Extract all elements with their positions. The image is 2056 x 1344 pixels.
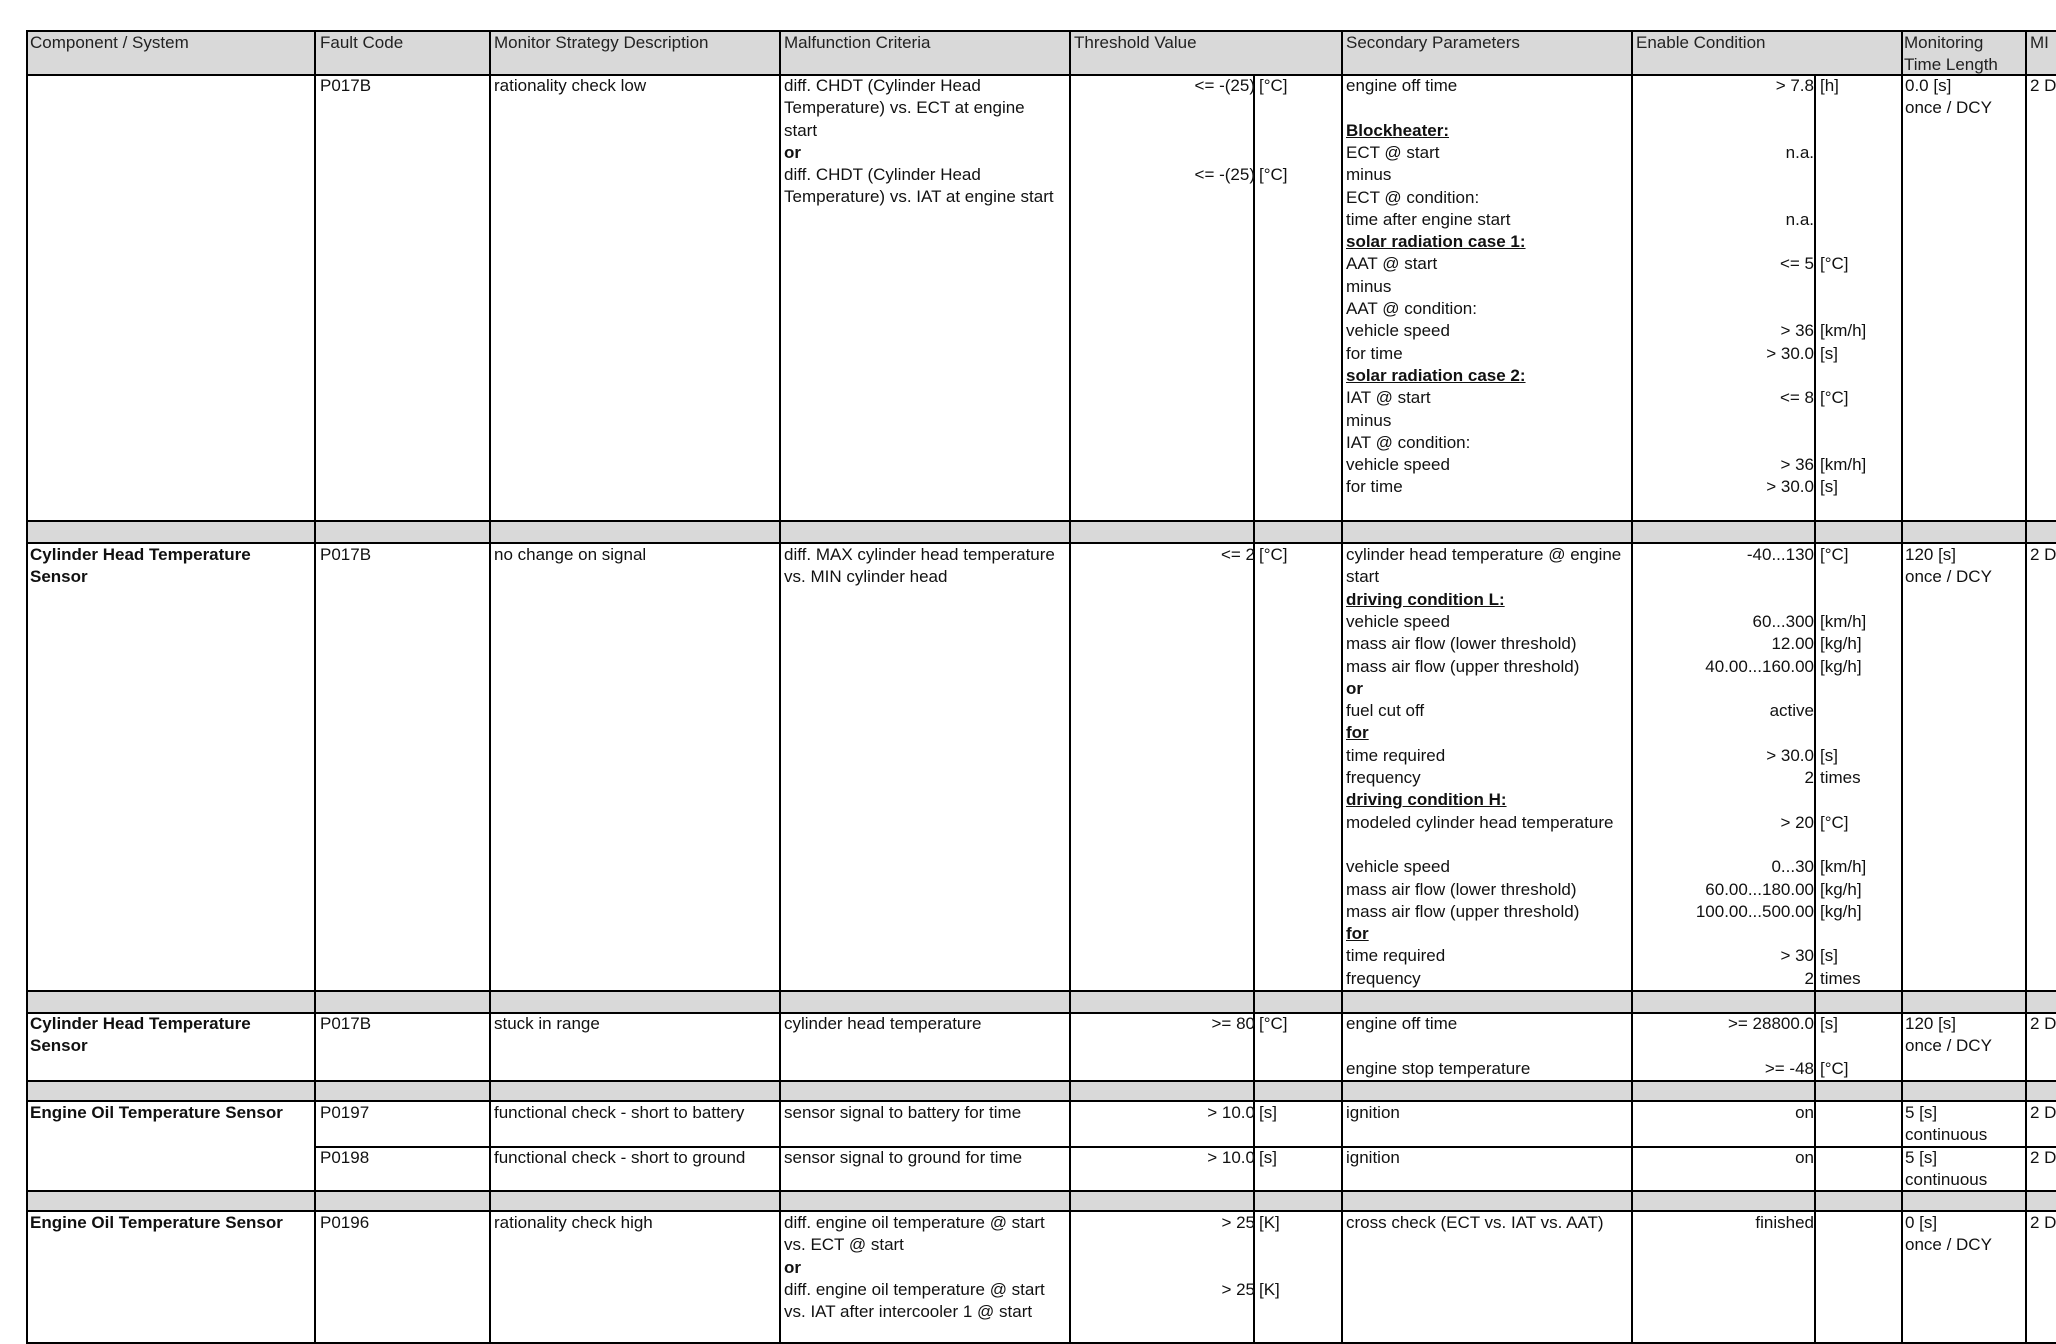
enable-unit: [km/h] <box>1820 321 1867 341</box>
header-secondary: Secondary Parameters <box>1346 33 1520 52</box>
fault-code: P017B <box>320 76 372 95</box>
malfunction-criteria <box>784 544 1055 589</box>
enable-value: > 30.0 <box>1766 477 1814 497</box>
monitor-strategy: rationality check high <box>494 1213 653 1232</box>
monitoring-time-value: 5 [s] <box>1905 1103 1938 1122</box>
enable-value: 0...30 <box>1771 857 1814 877</box>
mil-illum: 2 D <box>2030 1148 2056 1167</box>
secondary-parameter-label: for time <box>1346 343 1403 363</box>
secondary-parameter-label: modeled cylinder head temperature <box>1346 812 1614 832</box>
enable-value: >= 28800.0 <box>1727 1014 1814 1033</box>
malfunction-criteria: sensor signal to battery for time <box>784 1103 1022 1122</box>
enable-unit: [s] <box>1820 745 1838 765</box>
row-separator <box>26 992 2056 1012</box>
enable-value: 12.00 <box>1771 634 1814 654</box>
enable-value: > 7.8 <box>1775 76 1814 95</box>
secondary-parameter-label: mass air flow (lower threshold) <box>1346 879 1577 899</box>
enable-value: 40.00...160.00 <box>1705 656 1814 676</box>
header-mil: MI <box>2030 33 2049 52</box>
secondary-parameter-label: time after engine start <box>1346 209 1511 229</box>
secondary-parameter-label: frequency <box>1346 968 1421 988</box>
text-line: 120 [s] <box>1905 545 1957 564</box>
monitoring-time <box>1905 75 1992 120</box>
header-monitoring-time: Monitoring Time Length <box>1904 33 1998 74</box>
enable-value: <= 5 <box>1779 254 1814 274</box>
threshold-value: > 25 <box>1221 1280 1255 1299</box>
monitor-strategy: rationality check low <box>494 76 647 95</box>
header-enable: Enable Condition <box>1636 33 1766 52</box>
text-line: Cylinder Head Temperature <box>30 545 251 564</box>
secondary-parameter-label: Blockheater: <box>1346 120 1449 140</box>
text-line: diff. MAX cylinder head temperature <box>784 545 1055 564</box>
text-line: 120 [s] <box>1905 1014 1957 1033</box>
threshold-unit: [s] <box>1259 1103 1277 1122</box>
text-line: Sensor <box>30 567 88 587</box>
text-line: diff. engine oil temperature @ start <box>784 1213 1045 1232</box>
header-monitor-strategy: Monitor Strategy Description <box>494 33 709 52</box>
enable-unit: [kg/h] <box>1820 879 1862 899</box>
column-line <box>1341 30 1343 1344</box>
enable-value: 100.00...500.00 <box>1695 901 1814 921</box>
text-line: diff. engine oil temperature @ start <box>784 1279 1045 1299</box>
enable-value: 60...300 <box>1752 611 1814 631</box>
monitoring-time-mode: continuous <box>1905 1125 1988 1145</box>
enable-unit: [°C] <box>1820 545 1849 564</box>
header-component: Component / System <box>30 33 189 52</box>
column-line <box>314 30 316 1344</box>
enable-unit: [km/h] <box>1820 857 1867 877</box>
header-malfunction: Malfunction Criteria <box>784 33 931 52</box>
text-line: once / DCY <box>1905 98 1992 118</box>
threshold-value: > 10.0 <box>1207 1148 1255 1167</box>
column-line <box>779 30 781 1344</box>
threshold-unit: [°C] <box>1259 76 1288 95</box>
secondary-parameter-label: vehicle speed <box>1346 611 1450 631</box>
enable-unit: [kg/h] <box>1820 656 1862 676</box>
secondary-parameter-label: engine off time <box>1346 1014 1458 1033</box>
secondary-parameter-label: ECT @ start <box>1346 142 1440 162</box>
header-threshold: Threshold Value <box>1074 33 1197 52</box>
enable-value: n.a. <box>1785 209 1814 229</box>
secondary-parameter-label: engine stop temperature <box>1346 1058 1531 1078</box>
text-line: vs. MIN cylinder head <box>784 567 948 587</box>
text-line: once / DCY <box>1905 1036 1992 1056</box>
secondary-parameter-label: mass air flow (upper threshold) <box>1346 901 1580 921</box>
text-line: diff. CHDT (Cylinder Head <box>784 165 981 185</box>
threshold-value: > 10.0 <box>1207 1103 1255 1122</box>
secondary-parameter-label: ECT @ condition: <box>1346 187 1480 207</box>
secondary-parameter-label: for time <box>1346 477 1403 497</box>
secondary-parameter-label: solar radiation case 2: <box>1346 365 1526 385</box>
enable-value: > 20 <box>1780 812 1814 832</box>
column-line <box>26 30 28 1344</box>
secondary-parameter-label: engine off time <box>1346 76 1458 95</box>
monitor-strategy: stuck in range <box>494 1014 600 1033</box>
text-line: or <box>784 1257 801 1277</box>
secondary-parameter-label: vehicle speed <box>1346 455 1450 475</box>
secondary-parameter-label: vehicle speed <box>1346 857 1450 877</box>
text-line: 0 [s] <box>1905 1213 1938 1232</box>
secondary-parameter-label: or <box>1346 678 1363 698</box>
secondary-parameter: ignition <box>1346 1148 1400 1167</box>
enable-value: on <box>1795 1148 1814 1167</box>
text-line: Sensor <box>30 1036 88 1056</box>
component-name <box>30 544 251 589</box>
fault-code: P0198 <box>320 1148 370 1167</box>
monitor-strategy: functional check - short to battery <box>494 1103 745 1122</box>
threshold-value: <= 2 <box>1220 545 1255 564</box>
enable-unit: [kg/h] <box>1820 634 1862 654</box>
enable-unit: times <box>1820 968 1861 988</box>
secondary-parameter: ignition <box>1346 1103 1400 1122</box>
text-line: Temperature) vs. IAT at engine start <box>784 187 1054 207</box>
enable-value: 60.00...180.00 <box>1705 879 1814 899</box>
enable-unit: [s] <box>1820 1014 1838 1033</box>
enable-value: 2 <box>1804 968 1814 988</box>
secondary-parameter-label: AAT @ condition: <box>1346 299 1477 318</box>
enable-unit: [h] <box>1820 76 1839 95</box>
enable-unit: [km/h] <box>1820 455 1867 475</box>
monitoring-time-value: 5 [s] <box>1905 1148 1938 1167</box>
row-separator <box>26 1192 2056 1210</box>
secondary-parameter-label: IAT @ condition: <box>1346 432 1471 452</box>
text-line: once / DCY <box>1905 567 1992 587</box>
enable-unit: times <box>1820 768 1861 787</box>
secondary-parameter-label: driving condition H: <box>1346 790 1507 810</box>
component-name <box>30 1013 251 1058</box>
column-line <box>1814 76 1816 1344</box>
secondary-parameter-label: time required <box>1346 946 1446 966</box>
column-line <box>1631 30 1633 1344</box>
malfunction-criteria <box>784 75 1054 209</box>
column-line <box>2025 30 2027 1344</box>
enable-unit: [s] <box>1820 477 1838 497</box>
secondary-parameter-label: mass air flow (lower threshold) <box>1346 634 1577 654</box>
secondary-parameter-label: driving condition L: <box>1346 589 1505 609</box>
enable-value: > 30 <box>1780 946 1814 966</box>
enable-value: on <box>1795 1103 1814 1122</box>
enable-unit: [kg/h] <box>1820 901 1862 921</box>
enable-value: >= -48 <box>1764 1058 1814 1078</box>
secondary-parameter-label: vehicle speed <box>1346 321 1450 341</box>
secondary-parameter-label: minus <box>1346 165 1392 185</box>
enable-unit: [°C] <box>1820 388 1849 408</box>
secondary-parameter-label: mass air flow (upper threshold) <box>1346 656 1580 676</box>
threshold-unit: [s] <box>1259 1148 1277 1167</box>
secondary-parameter-label: time required <box>1346 745 1446 765</box>
mil-illum: 2 D <box>2030 545 2056 564</box>
mil-illum: 2 D <box>2030 1103 2056 1122</box>
mil-illum: 2 D <box>2030 1014 2056 1033</box>
enable-value: active <box>1769 701 1814 721</box>
secondary-parameter-label: start <box>1346 567 1380 587</box>
secondary-parameter-label: for <box>1346 723 1369 743</box>
mil-illum: 2 D <box>2030 1213 2056 1232</box>
enable-value: > 36 <box>1780 321 1814 341</box>
component-name: Engine Oil Temperature Sensor <box>30 1103 283 1122</box>
malfunction-criteria: sensor signal to ground for time <box>784 1148 1023 1167</box>
enable-unit: [°C] <box>1820 254 1849 274</box>
text-line: 0.0 [s] <box>1905 76 1952 95</box>
header-fault-code: Fault Code <box>320 33 404 52</box>
threshold-value: >= 80 <box>1211 1014 1255 1033</box>
monitor-strategy: functional check - short to ground <box>494 1148 746 1167</box>
threshold-unit: [K] <box>1259 1280 1280 1299</box>
enable-unit: [s] <box>1820 946 1838 966</box>
monitoring-time <box>1905 1212 1992 1257</box>
threshold-unit: [°C] <box>1259 545 1288 564</box>
enable-unit: [°C] <box>1820 812 1849 832</box>
row-separator <box>26 522 2056 542</box>
column-line <box>1901 30 1903 1344</box>
enable-value: > 30.0 <box>1766 343 1814 363</box>
threshold-unit: [°C] <box>1259 1014 1288 1033</box>
row-separator <box>26 1082 2056 1100</box>
secondary-parameter-label: cylinder head temperature @ engine <box>1346 545 1622 564</box>
text-line: start <box>784 120 818 140</box>
threshold-value: <= -(25) <box>1194 165 1255 185</box>
monitoring-time-mode: continuous <box>1905 1170 1988 1190</box>
enable-value: > 36 <box>1780 455 1814 475</box>
secondary-parameter-label: fuel cut off <box>1346 701 1425 721</box>
threshold-unit: [°C] <box>1259 165 1288 185</box>
secondary-parameter-label: AAT @ start <box>1346 254 1438 274</box>
secondary-parameter-label: minus <box>1346 276 1392 296</box>
secondary-parameter-label: minus <box>1346 410 1392 430</box>
fault-code: P0197 <box>320 1103 370 1122</box>
monitoring-time <box>1905 1013 1992 1058</box>
enable-value: n.a. <box>1785 142 1814 162</box>
threshold-value: > 25 <box>1221 1213 1255 1232</box>
component-name: Engine Oil Temperature Sensor <box>30 1213 283 1232</box>
enable-unit: [s] <box>1820 343 1838 363</box>
mil-illum: 2 D <box>2030 76 2056 95</box>
text-line: diff. CHDT (Cylinder Head <box>784 76 981 95</box>
secondary-parameter-label: frequency <box>1346 768 1421 787</box>
monitor-strategy: no change on signal <box>494 545 647 564</box>
text-line: once / DCY <box>1905 1235 1992 1255</box>
enable-value: 2 <box>1804 768 1814 787</box>
text-line: or <box>784 142 801 162</box>
malfunction-criteria <box>784 1212 1045 1323</box>
enable-value: <= 8 <box>1779 388 1814 408</box>
enable-value: -40...130 <box>1746 545 1814 564</box>
fault-code: P0196 <box>320 1213 370 1232</box>
text-line: Cylinder Head Temperature <box>30 1014 251 1033</box>
text-line: vs. IAT after intercooler 1 @ start <box>784 1302 1033 1322</box>
secondary-parameter-label: solar radiation case 1: <box>1346 232 1526 252</box>
threshold-value: <= -(25) <box>1194 76 1255 95</box>
text-line: Temperature) vs. ECT at engine <box>784 98 1025 118</box>
malfunction-criteria: cylinder head temperature <box>784 1014 982 1033</box>
secondary-parameter-label: for <box>1346 924 1369 944</box>
text-line: vs. ECT @ start <box>784 1235 904 1255</box>
secondary-parameter: cross check (ECT vs. IAT vs. AAT) <box>1346 1213 1604 1232</box>
column-line <box>1069 30 1071 1344</box>
enable-value: > 30.0 <box>1766 745 1814 765</box>
threshold-unit: [K] <box>1259 1213 1280 1232</box>
secondary-parameter-label: IAT @ start <box>1346 388 1431 408</box>
enable-value: finished <box>1755 1213 1814 1232</box>
fault-code: P017B <box>320 1014 372 1033</box>
column-line <box>489 30 491 1344</box>
monitoring-time <box>1905 544 1992 589</box>
enable-unit: [°C] <box>1820 1058 1849 1078</box>
fault-code: P017B <box>320 545 372 564</box>
enable-unit: [km/h] <box>1820 611 1867 631</box>
